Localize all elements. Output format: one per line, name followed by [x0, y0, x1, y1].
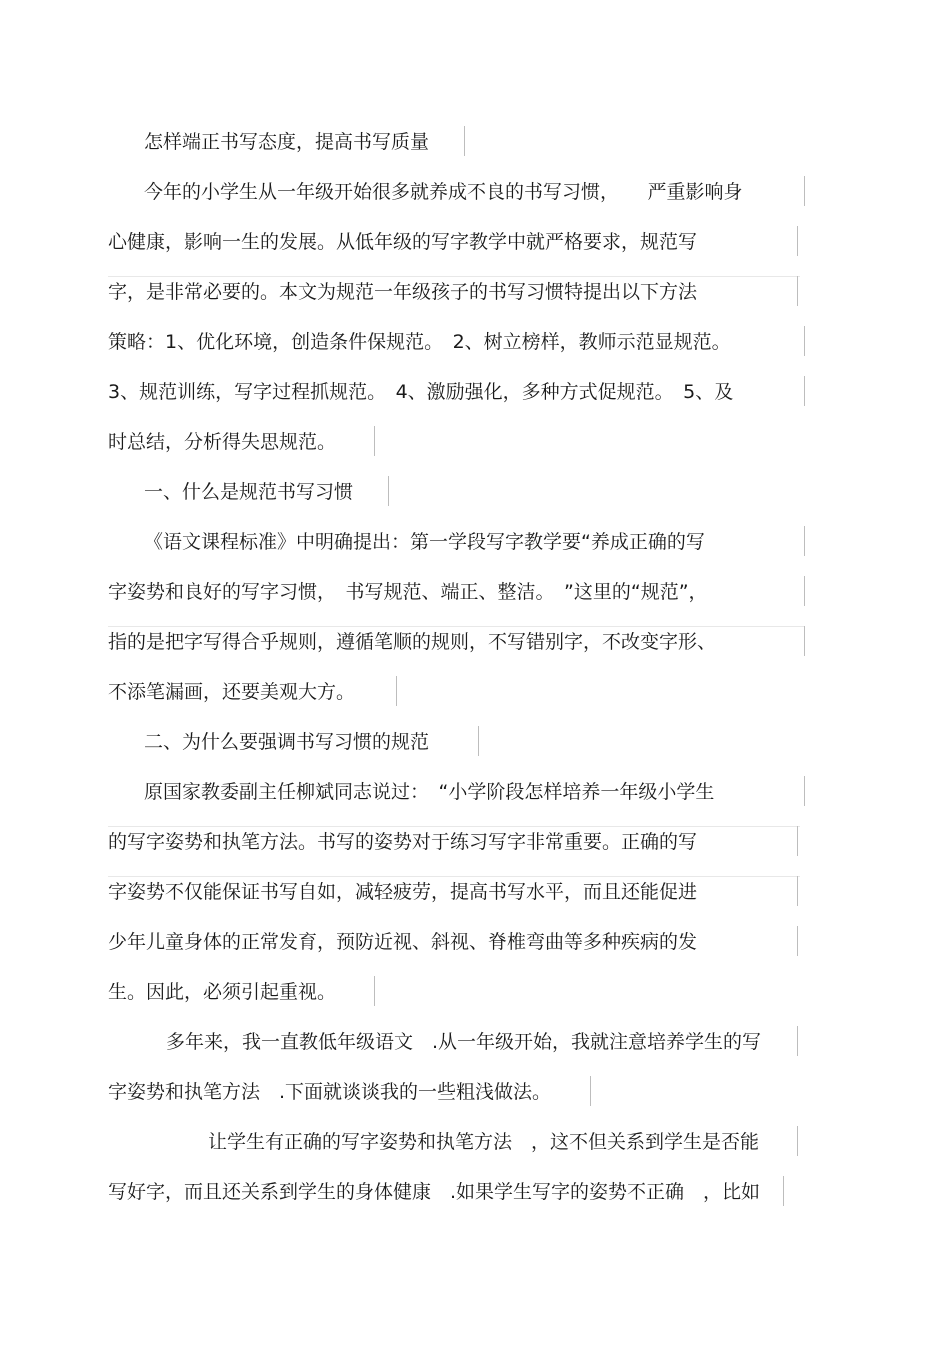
- edge-mark: [590, 1076, 591, 1106]
- edge-mark: [108, 826, 800, 827]
- edge-mark: [804, 176, 805, 206]
- body-line: 心健康，影响一生的发展。从低年级的写字教学中就严格要求，规范写: [108, 231, 698, 253]
- edge-mark: [804, 326, 805, 356]
- edge-mark: [804, 626, 805, 656]
- body-line: 指的是把字写得合乎规则，遵循笔顺的规则，不写错别字，不改变字形、: [108, 631, 717, 653]
- body-line: 多年来，我一直教低年级语文 .从一年级开始，我就注意培养学生的写: [166, 1031, 762, 1053]
- edge-mark: [797, 226, 798, 256]
- section-heading: 一、什么是规范书写习惯: [144, 481, 354, 503]
- body-line: 字，是非常必要的。本文为规范一年级孩子的书写习惯特提出以下方法: [108, 281, 698, 303]
- edge-mark: [797, 276, 798, 306]
- edge-mark: [396, 676, 397, 706]
- body-line: 少年儿童身体的正常发育，预防近视、斜视、脊椎弯曲等多种疾病的发: [108, 931, 698, 953]
- edge-mark: [108, 876, 800, 877]
- body-line: 今年的小学生从一年级开始很多就养成不良的书写习惯， 严重影响身: [144, 181, 743, 203]
- edge-mark: [374, 976, 375, 1006]
- edge-mark: [108, 626, 804, 627]
- body-line: 生。因此，必须引起重视。: [108, 981, 337, 1003]
- edge-mark: [464, 126, 465, 156]
- edge-mark: [804, 576, 805, 606]
- body-line: 字姿势和执笔方法 .下面就谈谈我的一些粗浅做法。: [108, 1081, 552, 1103]
- section-heading: 二、为什么要强调书写习惯的规范: [144, 731, 430, 753]
- body-line: 原国家教委副主任柳斌同志说过： “小学阶段怎样培养一年级小学生: [144, 781, 715, 803]
- edge-mark: [804, 376, 805, 406]
- edge-mark: [804, 776, 805, 806]
- body-line: 的写字姿势和执笔方法。书写的姿势对于练习写字非常重要。正确的写: [108, 831, 698, 853]
- edge-mark: [797, 926, 798, 956]
- edge-mark: [478, 726, 479, 756]
- edge-mark: [797, 876, 798, 906]
- edge-mark: [388, 476, 389, 506]
- edge-mark: [108, 276, 800, 277]
- body-line: 时总结，分析得失思规范。: [108, 431, 337, 453]
- body-line: 3、规范训练，写字过程抓规范。 4、激励强化，多种方式促规范。 5、及: [108, 381, 734, 403]
- edge-mark: [783, 1176, 784, 1206]
- body-line: 写好字，而且还关系到学生的身体健康 .如果学生写字的姿势不正确 ，比如: [108, 1181, 761, 1203]
- body-line: 《语文课程标准》中明确提出：第一学段写字教学要“养成正确的写: [144, 531, 705, 553]
- edge-mark: [804, 526, 805, 556]
- body-line: 策略：1、优化环境，创造条件保规范。 2、树立榜样，教师示范显规范。: [108, 331, 731, 353]
- edge-mark: [374, 426, 375, 456]
- body-line: 字姿势不仅能保证书写自如，减轻疲劳，提高书写水平，而且还能促进: [108, 881, 698, 903]
- edge-mark: [797, 1126, 798, 1156]
- body-line: 字姿势和良好的写字习惯， 书写规范、端正、整洁。 ”这里的“规范”，: [108, 581, 708, 603]
- document-title: 怎样端正书写态度，提高书写质量: [144, 131, 430, 153]
- edge-mark: [797, 1026, 798, 1056]
- edge-mark: [797, 826, 798, 856]
- body-line: 让学生有正确的写字姿势和执笔方法 ，这不但关系到学生是否能: [208, 1131, 760, 1153]
- body-line: 不添笔漏画，还要美观大方。: [108, 681, 356, 703]
